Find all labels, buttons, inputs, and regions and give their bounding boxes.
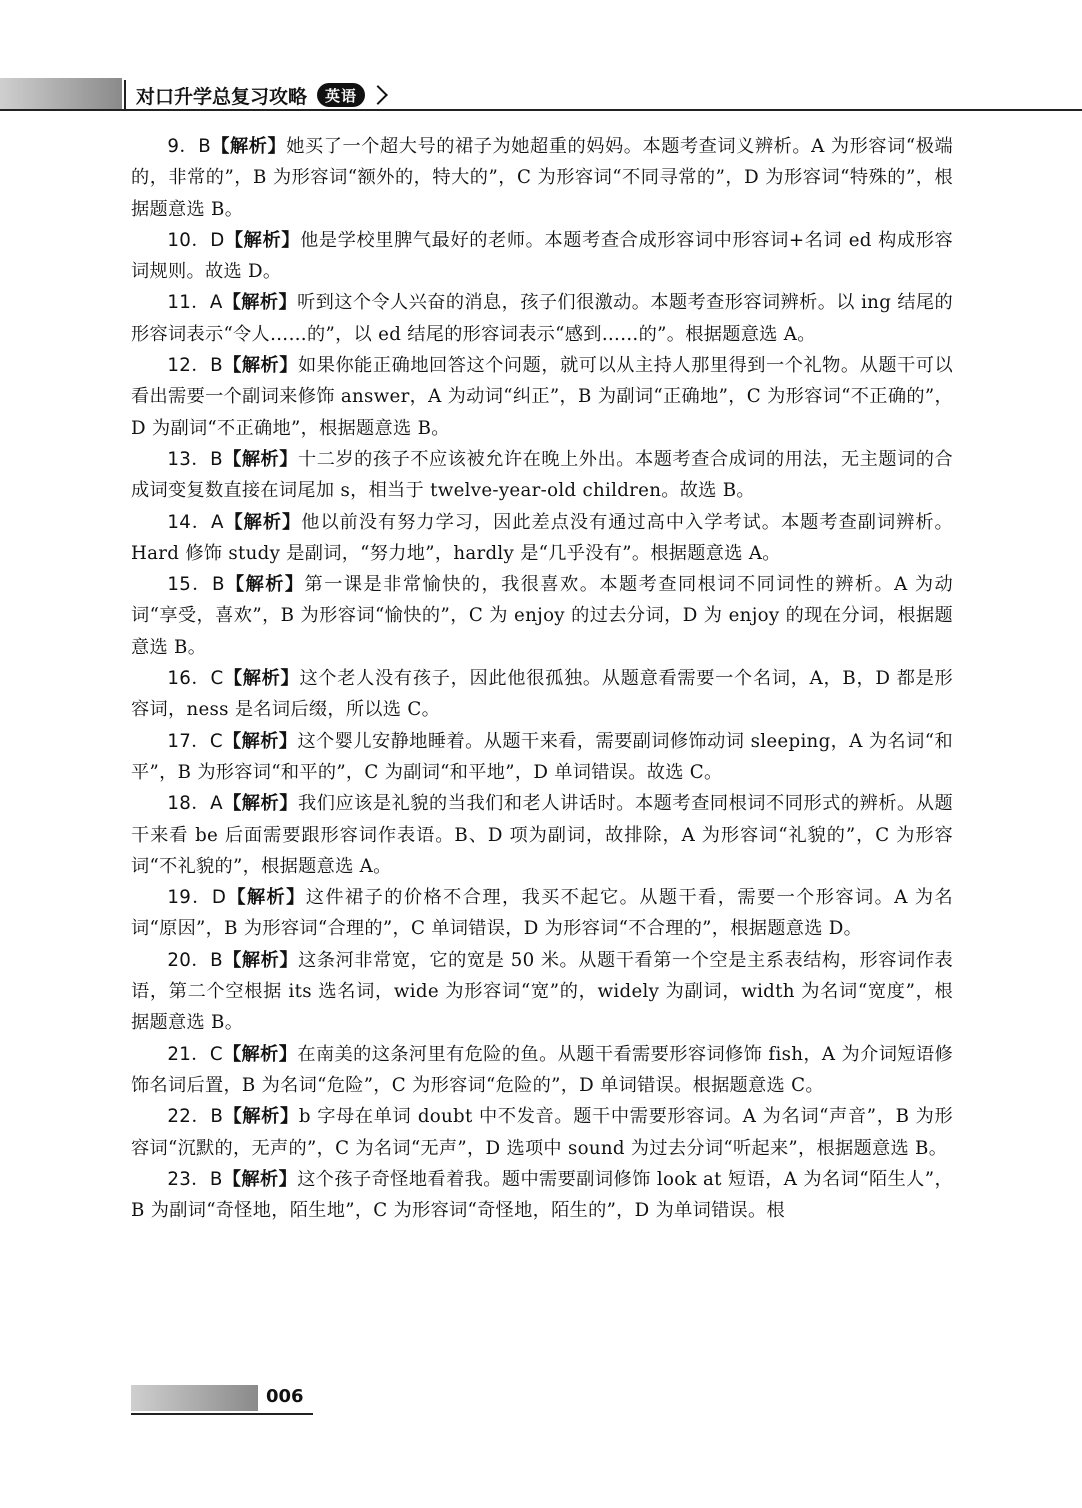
analysis-tag: 【解析】 xyxy=(223,1106,299,1128)
item-number: 12． xyxy=(167,355,211,377)
answer-item xyxy=(131,569,953,663)
analysis-tag: 【解析】 xyxy=(222,949,299,971)
item-explanation: 他以前没有努力学习，因此差点没有通过高中入学考试。本题考查副词辨析。Hard 修饰 study 是副词，“努力地”，hardly 是“几乎没有”。根据题意选 A。 xyxy=(131,511,954,564)
item-number: 21． xyxy=(167,1043,210,1065)
answer-item xyxy=(131,225,953,288)
item-answer: B xyxy=(210,448,223,470)
subject-badge: 英语 xyxy=(317,83,365,107)
item-number: 13． xyxy=(167,448,211,470)
item-number: 16． xyxy=(167,668,211,690)
item-answer: D xyxy=(211,887,227,909)
item-answer: A xyxy=(209,292,223,314)
answer-explanations xyxy=(131,131,953,1226)
footer-rule xyxy=(131,1413,313,1415)
item-answer: B xyxy=(198,136,212,157)
book-title: 对口升学总复习攻略 xyxy=(136,85,308,108)
item-explanation: 我们应该是礼貌的当我们和老人讲话时。本题考查同根词不同形式的辨析。从题干来看 be 后面需要跟形容词作表语。B、D 项为副词，故排除，A 为形容词“礼貌的”，C 为形容词“不礼貌的”，根据题意选 A。 xyxy=(131,793,953,877)
answer-item xyxy=(131,287,953,350)
item-answer: C xyxy=(209,730,223,752)
running-header xyxy=(136,82,385,108)
answer-item xyxy=(131,945,953,1039)
analysis-tag: 【解析】 xyxy=(226,887,306,909)
analysis-tag: 【解析】 xyxy=(222,292,298,314)
item-answer: B xyxy=(211,574,225,596)
item-number: 23． xyxy=(167,1168,210,1190)
item-number: 10． xyxy=(167,229,211,251)
item-explanation: 第一课是非常愉快的，我很喜欢。本题考查同根词不同词性的辨析。A 为动词“享受，喜欢”，B 为形容词“愉快的”，C 为 enjoy 的过去分词，D 为 enjoy 的现在分词，根据题意选 B。 xyxy=(131,574,954,658)
answer-item xyxy=(131,131,953,225)
header-separator xyxy=(124,80,126,109)
footer-decor-bar xyxy=(131,1385,258,1411)
item-answer: B xyxy=(210,355,223,377)
item-explanation: 这个孩子奇怪地看着我。题中需要副词修饰 look at 短语，A 为名词“陌生人”，B 为副词“奇怪地，陌生地”，C 为形容词“奇怪地，陌生的”，D 为单词错误。根 xyxy=(131,1168,953,1222)
item-answer: A xyxy=(210,793,223,815)
item-explanation: 这个婴儿安静地睡着。从题干来看，需要副词修饰动词 sleeping，A 为名词“和平”，B 为形容词“和平的”，C 为副词“和平地”，D 单词错误。故选 C。 xyxy=(131,730,953,783)
header-rule xyxy=(0,109,1082,111)
item-answer: B xyxy=(210,949,223,971)
analysis-tag: 【解析】 xyxy=(222,730,298,752)
analysis-tag: 【解析】 xyxy=(222,1043,298,1065)
header-decor-bar xyxy=(0,78,122,109)
analysis-tag: 【解析】 xyxy=(222,448,298,470)
item-explanation: 这件裙子的价格不合理，我买不起它。从题干看，需要一个形容词。A 为名词“原因”，B 为形容词“合理的”，C 单词错误，D 为形容词“不合理的”，根据题意选 D。 xyxy=(131,887,954,940)
analysis-tag: 【解析】 xyxy=(223,511,302,533)
item-number: 9． xyxy=(167,136,199,157)
item-number: 20． xyxy=(167,949,211,971)
item-number: 14． xyxy=(167,511,212,533)
item-answer: C xyxy=(210,668,224,690)
answer-item xyxy=(131,1101,953,1164)
item-explanation: 如果你能正确地回答这个问题，就可以从主持人那里得到一个礼物。从题干可以看出需要一个副词来修饰 answer，A 为动词“纠正”，B 为副词“正确地”，C 为形容词“不正确的”，D 为副词“不正确地”，根据题意选 B。 xyxy=(131,355,953,439)
item-explanation: b 字母在单词 doubt 中不发音。题干中需要形容词。A 为名词“声音”，B 为形容词“沉默的，无声的”，C 为名词“无声”，D 选项中 sound 为过去分词“听起来”，根据题意选 B。 xyxy=(131,1106,953,1159)
item-explanation: 这条河非常宽，它的宽是 50 米。从题干看第一个空是主系表结构，形容词作表语，第二个空根据 its 选名词，wide 为形容词“宽”的，widely 为副词，width 为名词“宽度”，根据题意选 B。 xyxy=(131,949,953,1034)
item-explanation: 这个老人没有孩子，因此他很孤独。从题意看需要一个名词，A，B，D 都是形容词，ness 是名词后缀，所以选 C。 xyxy=(131,668,954,721)
item-number: 11． xyxy=(167,292,210,314)
analysis-tag: 【解析】 xyxy=(223,668,300,690)
item-answer: D xyxy=(210,229,225,251)
analysis-tag: 【解析】 xyxy=(224,574,305,596)
item-explanation: 在南美的这条河里有危险的鱼。从题干看需要形容词修饰 fish，A 为介词短语修饰名词后置，B 为名词“危险”，C 为形容词“危险的”，D 单词错误。根据题意选 C。 xyxy=(131,1043,954,1096)
answer-item xyxy=(131,882,953,945)
item-number: 19． xyxy=(167,887,212,909)
item-explanation: 听到这个令人兴奋的消息，孩子们很激动。本题考查形容词辨析。以 ing 结尾的形容词表示“令人……的”，以 ed 结尾的形容词表示“感到……的”。根据题意选 A。 xyxy=(131,292,954,345)
item-answer: C xyxy=(209,1043,223,1065)
analysis-tag: 【解析】 xyxy=(224,229,301,251)
item-answer: B xyxy=(209,1168,223,1190)
analysis-tag: 【解析】 xyxy=(222,355,298,377)
analysis-tag: 【解析】 xyxy=(222,1168,298,1190)
answer-item xyxy=(131,350,953,444)
item-explanation: 十二岁的孩子不应该被允许在晚上外出。本题考查合成词的用法，无主题词的合成词变复数直接在词尾加 s，相当于 twelve-year-old children。故选 B。 xyxy=(131,448,953,502)
item-answer: B xyxy=(210,1106,224,1128)
answer-item xyxy=(131,444,953,507)
chevron-right-icon xyxy=(368,85,388,105)
item-answer: A xyxy=(211,511,224,533)
analysis-tag: 【解析】 xyxy=(222,793,298,815)
item-number: 18． xyxy=(167,793,211,815)
item-number: 22． xyxy=(167,1106,211,1128)
answer-item xyxy=(131,663,953,726)
answer-item xyxy=(131,788,953,882)
answer-item xyxy=(131,1164,953,1227)
answer-item xyxy=(131,507,953,570)
item-explanation: 他是学校里脾气最好的老师。本题考查合成形容词中形容词+名词 ed 构成形容词规则。故选 D。 xyxy=(131,229,953,283)
item-number: 17． xyxy=(167,730,210,752)
item-explanation: 她买了一个超大号的裙子为她超重的妈妈。本题考查词义辨析。A 为形容词“极端的，非常的”，B 为形容词“额外的，特大的”，C 为形容词“不同寻常的”，D 为形容词“特殊的”，根据题意选 B。 xyxy=(131,136,953,220)
analysis-tag: 【解析】 xyxy=(211,136,287,157)
item-number: 15． xyxy=(167,574,212,596)
page-number: 006 xyxy=(266,1386,304,1407)
answer-item xyxy=(131,726,953,789)
answer-item xyxy=(131,1039,953,1102)
